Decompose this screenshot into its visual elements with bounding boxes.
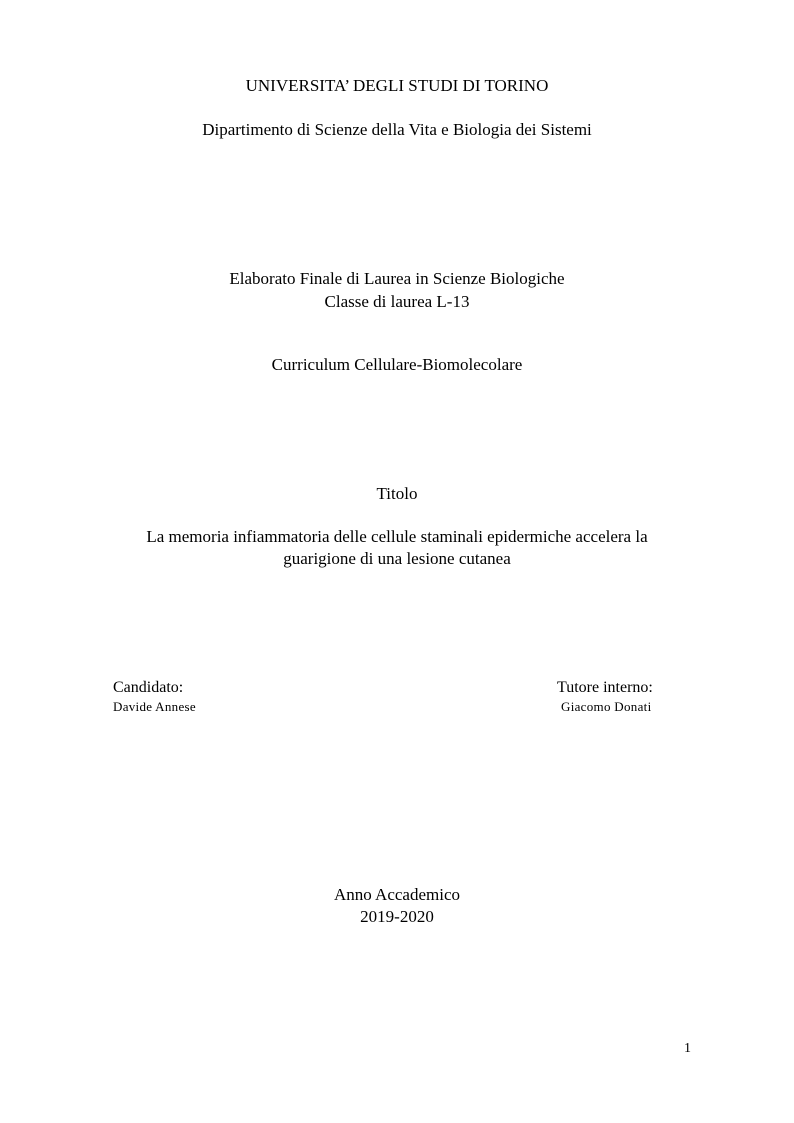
curriculum: Curriculum Cellulare-Biomolecolare <box>271 355 523 374</box>
tutor-label: Tutore interno: <box>557 679 653 696</box>
candidate-label: Candidato: <box>113 679 184 696</box>
university-name: UNIVERSITA’ DEGLI STUDI DI TORINO <box>245 76 549 95</box>
academic-year-label: Anno Accademico <box>333 885 461 904</box>
academic-year-value: 2019-2020 <box>360 907 434 926</box>
thesis-type: Elaborato Finale di Laurea in Scienze Biologiche <box>229 269 565 288</box>
degree-class: Classe di laurea L-13 <box>324 292 470 311</box>
title-label: Titolo <box>376 484 418 503</box>
page-number: 1 <box>684 1041 691 1056</box>
candidate-name: Davide Annese <box>113 699 196 714</box>
thesis-title-line-2: guarigione di una lesione cutanea <box>283 549 511 568</box>
thesis-title-line-1: La memoria infiammatoria delle cellule staminali epidermiche accelera la <box>146 527 648 546</box>
tutor-name: Giacomo Donati <box>561 699 652 714</box>
department-name: Dipartimento di Scienze della Vita e Biologia dei Sistemi <box>202 120 592 139</box>
